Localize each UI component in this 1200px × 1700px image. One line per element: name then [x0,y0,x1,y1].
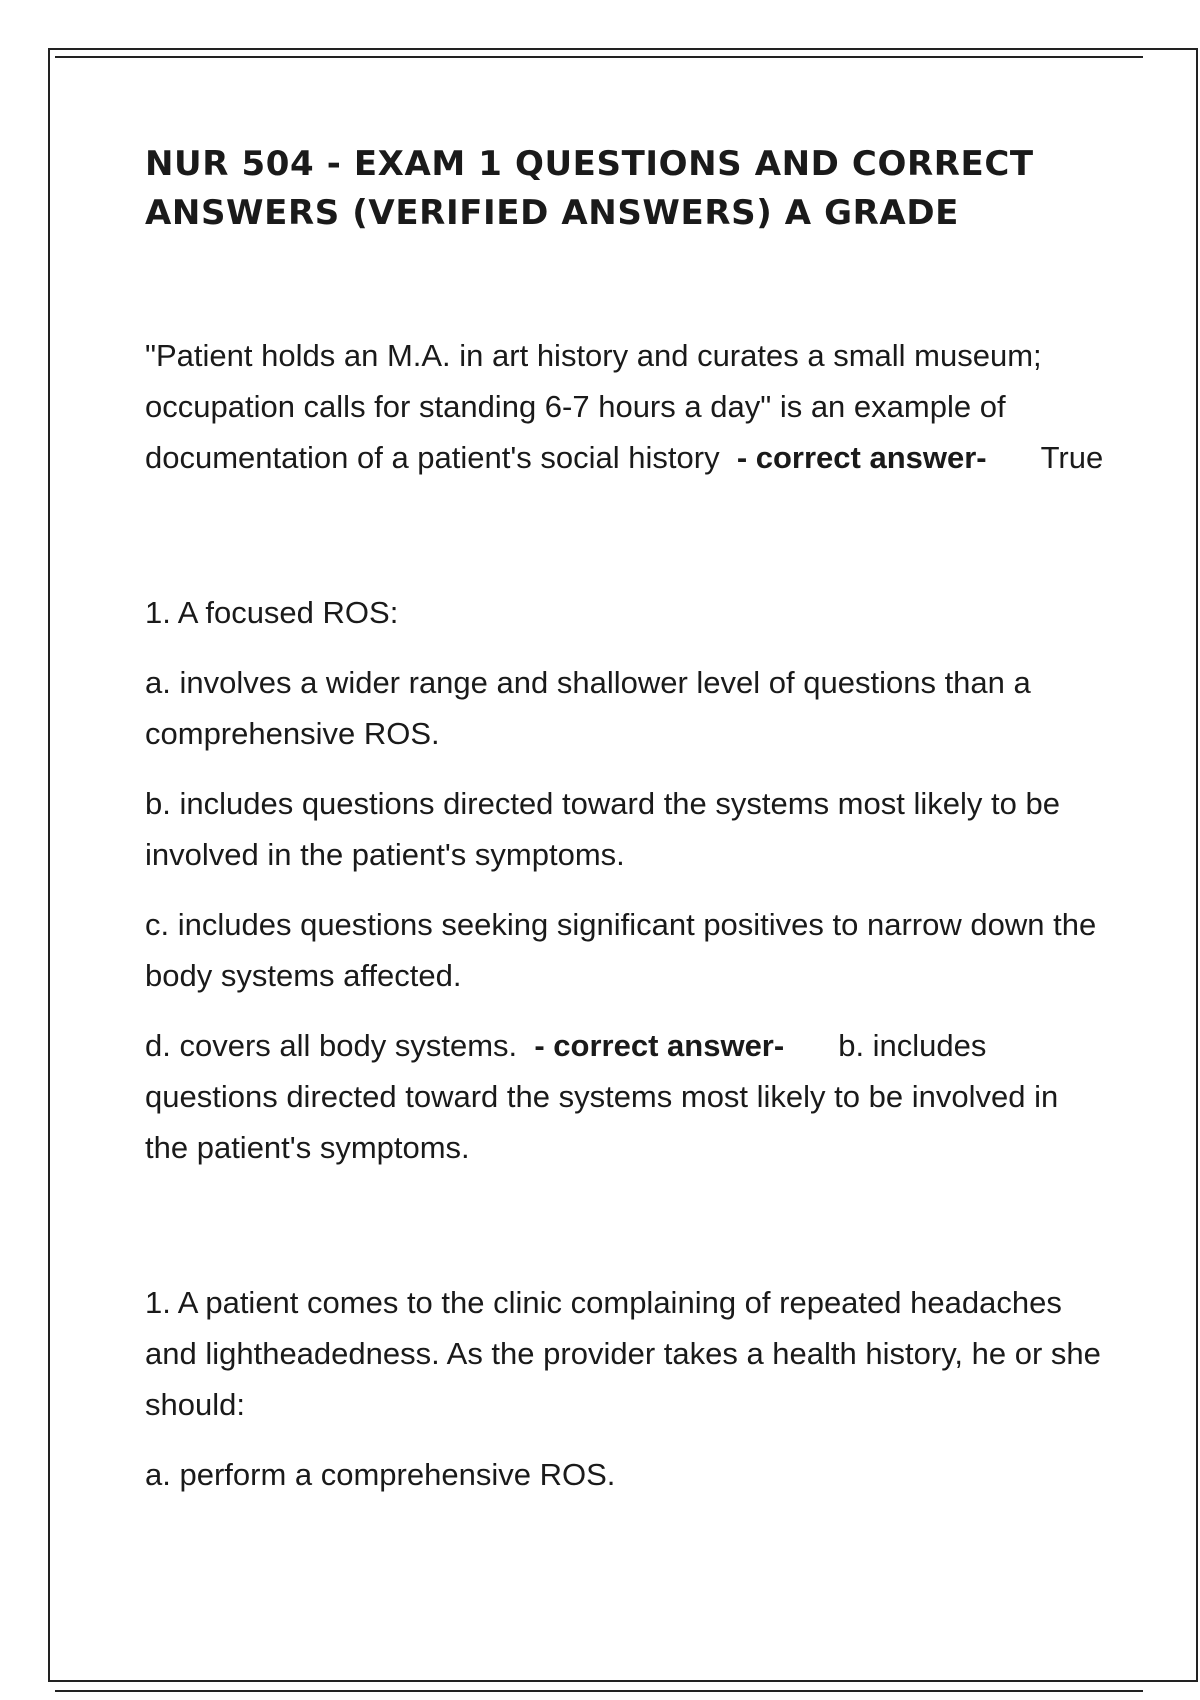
document-body [145,140,1105,1519]
intro-statement: "Patient holds an M.A. in art history and curates a small museum; occupation calls for standing 6-7 hours a day" is an example of documentation of a patient's social history [145,338,1042,475]
top-rule [55,56,1143,58]
question-1-prompt: 1. A focused ROS: [145,595,399,630]
question-2-option-a: a. perform a comprehensive ROS. [145,1457,616,1492]
answer-label: - correct answer- [736,440,987,475]
question-1-option-c: c. includes questions seeking significant positives to narrow down the body systems affected. [145,907,1097,993]
intro-answer: True [1040,440,1104,475]
answer-label: - correct answer- [534,1028,785,1063]
question-1-option-a: a. involves a wider range and shallower level of questions than a comprehensive ROS. [145,665,1031,751]
bottom-rule [55,1690,1143,1692]
question-1-option-d [145,1020,1105,1173]
document-title: NUR 504 - EXAM 1 QUESTIONS AND CORRECT ANSWERS (VERIFIED ANSWERS) A GRADE [145,144,1034,233]
question-1-answer: b. includes questions directed toward the systems most likely to be involved in the patient's symptoms. [145,1028,1059,1165]
option-d-text: d. covers all body systems. [145,1028,518,1063]
intro-item [145,330,1105,483]
question-1-option-b: b. includes questions directed toward the systems most likely to be involved in the patient's symptoms. [145,786,1060,872]
question-2-prompt: 1. A patient comes to the clinic complaining of repeated headaches and lightheadedness. As the provider takes a health history, he or she should: [145,1285,1101,1422]
